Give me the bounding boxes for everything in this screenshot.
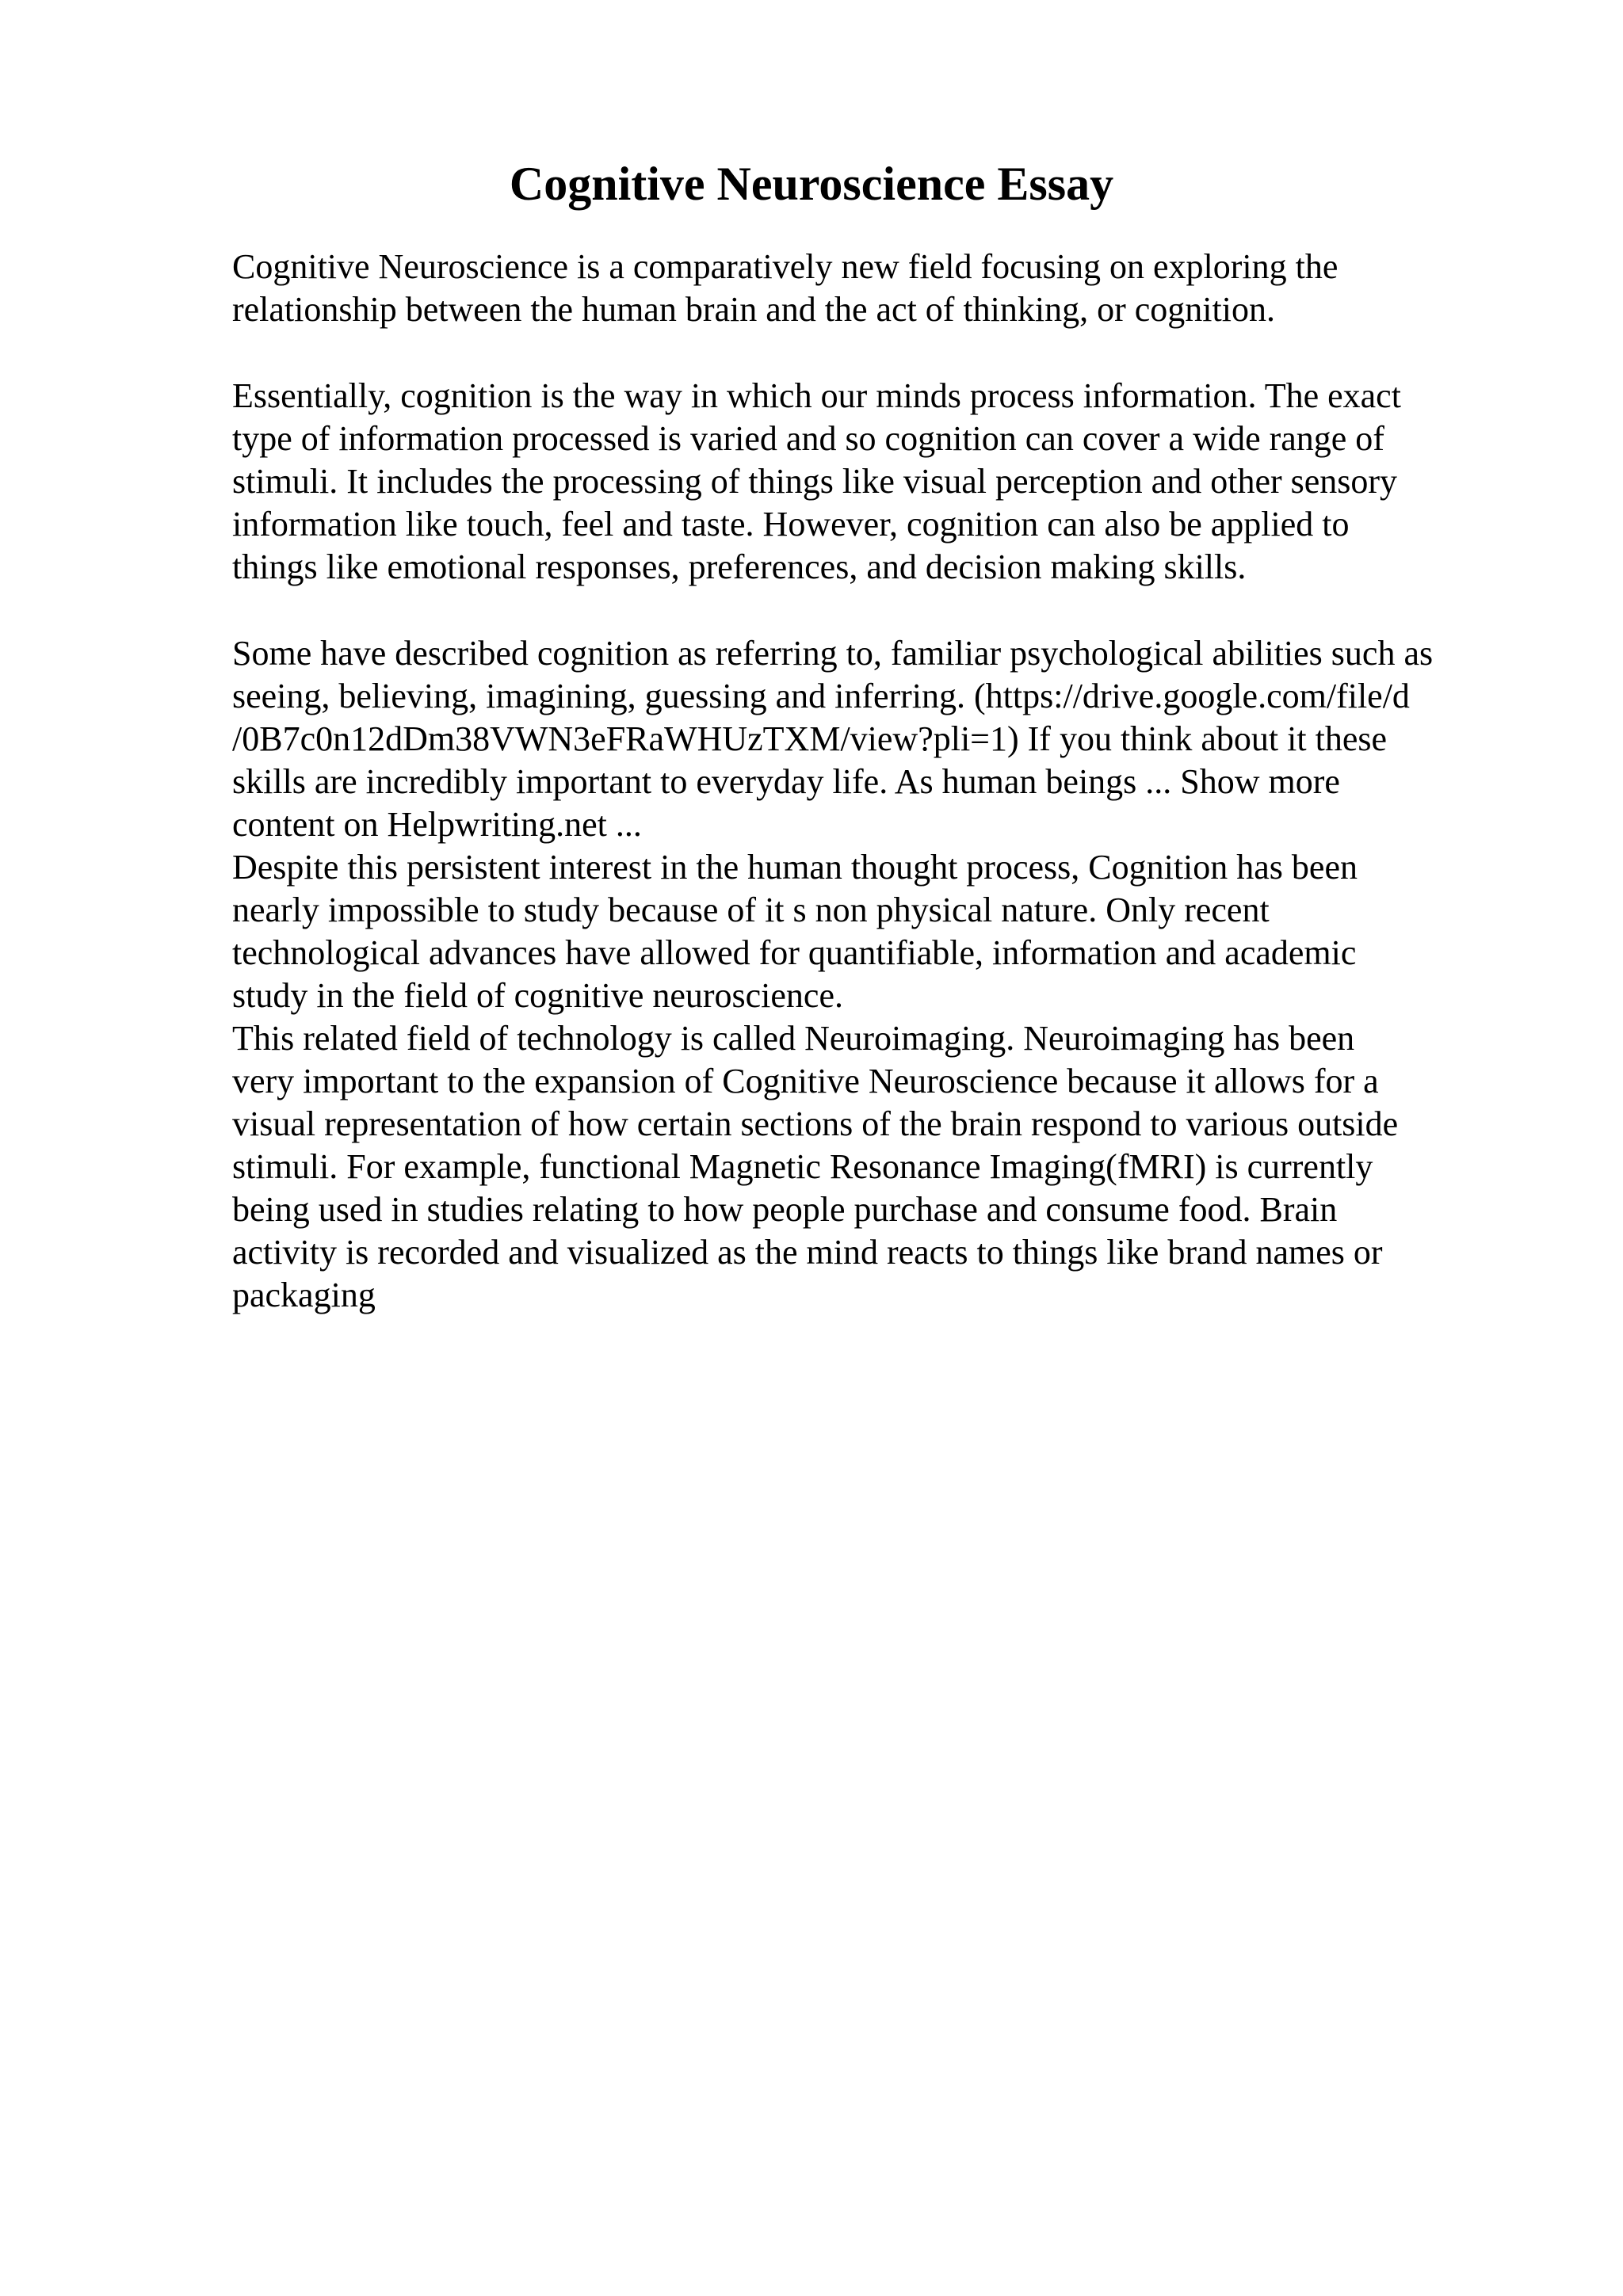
paragraph-3-line-6: Despite this persistent interest in the human thought process, Cognition has been bbox=[232, 848, 1358, 887]
paragraph-3-line-13: stimuli. For example, functional Magnetic Resonance Imaging(fMRI) is currently bbox=[232, 1147, 1373, 1186]
paragraph-3-line-15: activity is recorded and visualized as the mind reacts to things like brand names or bbox=[232, 1233, 1383, 1272]
paragraph-3-line-7: nearly impossible to study because of it s non physical nature. Only recent bbox=[232, 891, 1270, 929]
paragraph-3-line-9: study in the field of cognitive neuroscience. bbox=[232, 976, 843, 1015]
paragraph-3-line-4: skills are incredibly important to everyday life. As human beings ... Show more bbox=[232, 762, 1340, 801]
paragraph-3-line-1: Some have described cognition as referring to, familiar psychological abilities such as bbox=[232, 634, 1434, 673]
paragraph-2-line-3: stimuli. It includes the processing of things like visual perception and other sensory bbox=[232, 462, 1398, 501]
paragraph-2-line-4: information like touch, feel and taste. However, cognition can also be applied to bbox=[232, 505, 1350, 543]
paragraph-3-line-14: being used in studies relating to how people purchase and consume food. Brain bbox=[232, 1190, 1338, 1229]
paragraph-1-line-2: relationship between the human brain and the act of thinking, or cognition. bbox=[232, 290, 1275, 329]
paragraph-3-line-8: technological advances have allowed for quantifiable, information and academic bbox=[232, 933, 1357, 972]
paragraph-3-line-16: packaging bbox=[232, 1276, 376, 1314]
paragraph-3-line-12: visual representation of how certain sections of the brain respond to various outside bbox=[232, 1104, 1399, 1143]
paragraph-3-line-11: very important to the expansion of Cognitive Neuroscience because it allows for a bbox=[232, 1062, 1379, 1100]
paragraph-2-line-1: Essentially, cognition is the way in which our minds process information. The exact bbox=[232, 376, 1401, 415]
paragraph-3-line-5: content on Helpwriting.net ... bbox=[232, 805, 642, 844]
paragraph-3-line-3: /0B7c0n12dDm38VWN3eFRaWHUzTXM/view?pli=1) If you think about it these bbox=[232, 719, 1388, 758]
paragraph-3-line-2: seeing, believing, imagining, guessing and inferring. (https://drive.google.com/file/d bbox=[232, 677, 1410, 715]
paragraph-1-line-1: Cognitive Neuroscience is a comparatively new field focusing on exploring the bbox=[232, 247, 1338, 286]
paragraph-2-line-5: things like emotional responses, preferences, and decision making skills. bbox=[232, 547, 1247, 586]
page-title: Cognitive Neuroscience Essay bbox=[509, 158, 1114, 210]
paragraph-2-line-2: type of information processed is varied and so cognition can cover a wide range of bbox=[232, 419, 1384, 458]
paragraph-3-line-10: This related field of technology is called Neuroimaging. Neuroimaging has been bbox=[232, 1019, 1355, 1058]
